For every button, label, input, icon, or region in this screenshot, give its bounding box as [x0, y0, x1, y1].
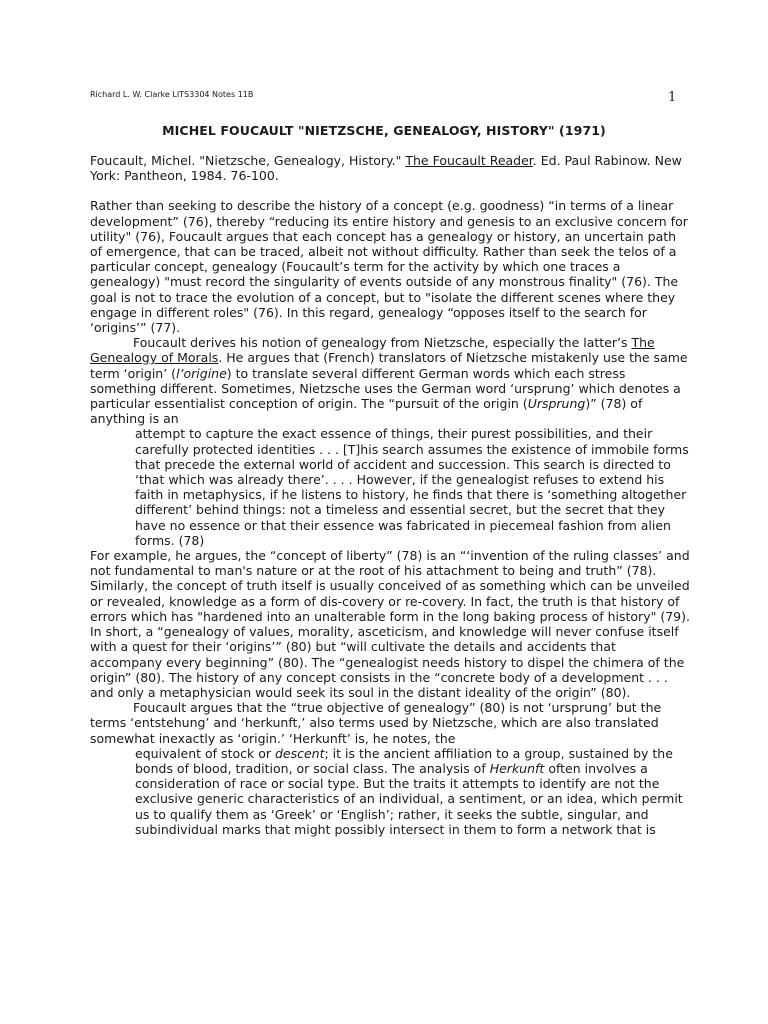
paragraph-1: Rather than seeking to describe the history of a concept (e.g. goodness) “in terms of a linear development” (76), thereby “reducing its entire history and genesis to an exclusive concern for utility" (76), Foucault argues that each concept has a genealogy or history, an uncertain path of emergence, that can be traced, albeit not without difficulty. Rather than seek the telos of a particular concept, genealogy (Foucault’s term for the activity by which one traces a genealogy) "must record the singularity of events outside of any monstrous finality" (76). The goal is not to trace the evolution of a concept, but to "isolate the different scenes where they engage in different roles" (76). In this regard, genealogy “opposes itself to the search for ‘origins’” (77).	[90, 198, 688, 336]
citation-tail: . Ed. Paul Rabinow. New York: Pantheon, 1984. 76-100.	[90, 153, 682, 184]
block-quote-1: attempt to capture the exact essence of things, their purest possibilities, and their carefully protected identities . . . [T]his search assumes the existence of immobile forms that precede the external world of accident and succession. This search is directed to ‘that which was already there’. . . . However, if the genealogist refuses to extend his faith in metaphysics, if he listens to history, he finds that there is ‘something altogether different’ behind things: not a timeless and essential secret, but the secret that they have no essence or that their essence was fabricated in piecemeal fashion from alien forms. (78)	[135, 426, 689, 548]
citation-lead: Foucault, Michel. "Nietzsche, Genealogy, History."	[90, 153, 406, 168]
block-quote-2: equivalent of stock or descent; it is the ancient affiliation to a group, sustained by the bonds of blood, tradition, or social class. The analysis of Herkunft often involves a consideration of race or social type. But the traits it attempts to identify are not the exclusive generic characteristics of an individual, a sentiment, or an idea, which permit us to qualify them as ‘Greek’ or ‘English’; rather, it seeks the subtle, singular, and subindividual marks that might possibly intersect in them to form a network that is	[135, 745, 683, 837]
paragraph-3: For example, he argues, the “concept of liberty” (78) is an “‘invention of the ruling classes’ and not fundamental to man's nature or at the root of his attachment to being and truth” (78). Similarly, the concept of truth itself is usually conceived of as something which can be unveiled or revealed, knowledge as a form of dis-covery or re-covery. In fact, the truth is that history of errors which has "hardened into an unalterable form in the long baking process of history" (79). In short, a “genealogy of values, morality, asceticism, and knowledge will never confuse itself with a quest for their ‘origins’” (80) but “will cultivate the details and accidents that accompany every beginning” (80). The “genealogist needs history to dispel the chimera of the origin” (80). The history of any concept consists in the “concrete body of a development . . . and only a metaphysician would seek its soul in the distant ideality of the origin” (80).	[90, 548, 690, 700]
running-header: Richard L. W. Clarke LITS3304 Notes 11B	[90, 90, 254, 99]
paragraph-2: Foucault derives his notion of genealogy from Nietzsche, especially the latter’s The Genealogy of Morals. He argues that (French) translators of Nietzsche mistakenly use the same term ‘origin’ (l’origine) to translate several different German words which each stress something different. Sometimes, Nietzsche uses the German word ‘ursprung’ which denotes a particular essentialist conception of origin. The “pursuit of the origin (Ursprung)” (78) of anything is an	[90, 335, 688, 427]
citation-book-title: The Foucault Reader	[405, 153, 533, 168]
document-title: MICHEL FOUCAULT "NIETZSCHE, GENEALOGY, HISTORY" (1971)	[162, 123, 606, 138]
citation	[90, 153, 690, 183]
book-title-genealogy-of-morals: The Genealogy of Morals	[90, 335, 655, 366]
page-number: 1	[668, 90, 677, 105]
document-body	[90, 153, 690, 837]
paragraph-4: Foucault argues that the “true objective of genealogy” (80) is not ‘ursprung’ but the terms ‘entstehung’ and ‘herkunft,’ also terms used by Nietzsche, which are also translated somewhat inexactly as ‘origin.’ ‘Herkunft’ is, he notes, the	[90, 700, 662, 746]
